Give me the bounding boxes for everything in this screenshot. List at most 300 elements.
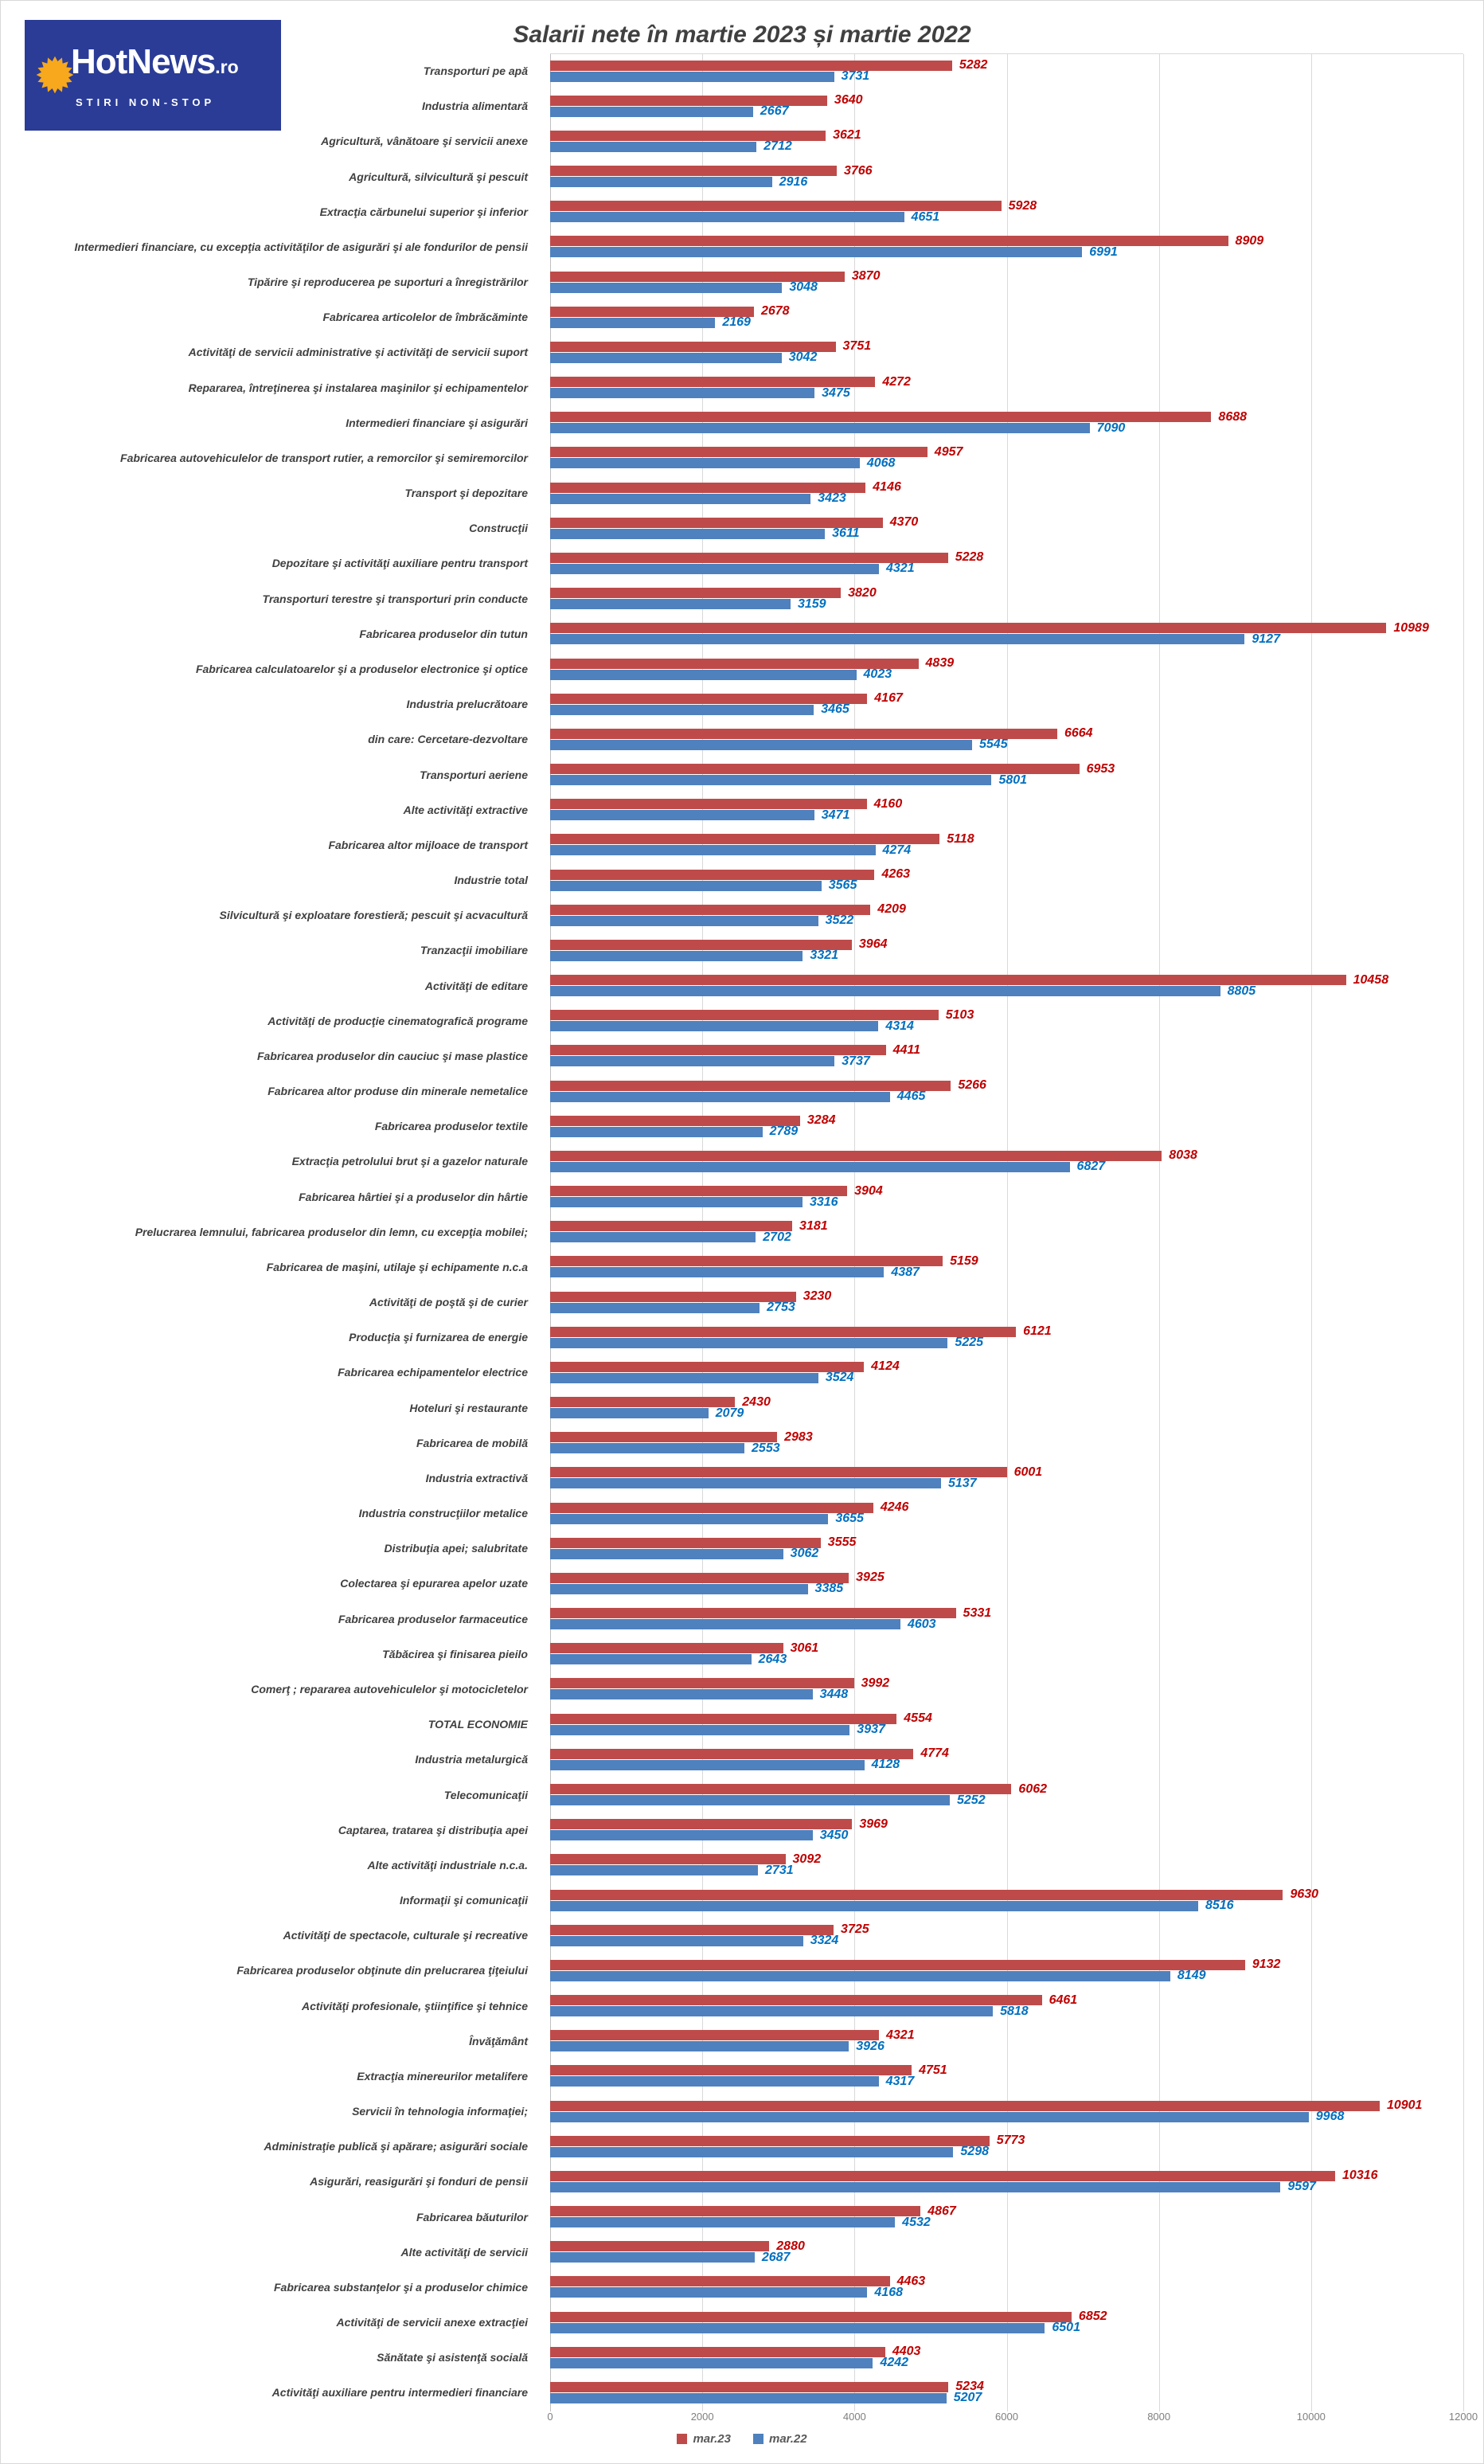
bar-mar23[interactable] — [550, 1749, 913, 1759]
value-mar22: 3048 — [789, 280, 818, 295]
category-label: Extracţia petrolului brut şi a gazelor naturale — [291, 1155, 528, 1168]
value-mar23: 3230 — [803, 1289, 832, 1304]
category-label: Industria extractivă — [425, 1471, 528, 1484]
bar-mar22[interactable] — [550, 72, 834, 82]
bar-mar22[interactable] — [550, 142, 756, 152]
bar-mar23[interactable] — [550, 1608, 956, 1618]
value-mar22: 5545 — [979, 737, 1008, 752]
value-mar23: 5118 — [947, 831, 974, 846]
bar-mar22[interactable] — [550, 212, 904, 222]
value-mar22: 3448 — [819, 1687, 849, 1701]
category-label: Fabricarea de maşini, utilaje şi echipamente n.c.a — [266, 1260, 528, 1273]
chart-row — [1, 1637, 1483, 1672]
value-mar22: 5818 — [1000, 2004, 1029, 2018]
value-mar22: 4314 — [885, 1019, 914, 1033]
category-bars — [550, 1643, 1463, 1665]
value-mar22: 2079 — [715, 1406, 744, 1420]
value-mar23: 10458 — [1353, 972, 1389, 987]
category-bars — [550, 2135, 1463, 2157]
value-mar23: 4774 — [920, 1746, 949, 1761]
value-mar23: 6664 — [1064, 726, 1093, 741]
chart-row — [1, 475, 1483, 510]
bar-mar23[interactable] — [550, 799, 867, 809]
bar-mar22[interactable] — [550, 1549, 783, 1559]
category-label: Intermedieri financiare şi asigurări — [346, 416, 528, 429]
bar-mar22[interactable] — [550, 2006, 993, 2016]
value-mar23: 4867 — [928, 2204, 956, 2218]
category-bars — [550, 2065, 1463, 2087]
bar-mar22[interactable] — [550, 1303, 760, 1313]
bar-mar23[interactable] — [550, 2382, 948, 2392]
bar-mar22[interactable] — [550, 1267, 884, 1277]
bar-mar22[interactable] — [550, 458, 860, 468]
value-mar23: 3092 — [792, 1852, 822, 1866]
bar-mar22[interactable] — [550, 2358, 873, 2368]
legend-label-mar23: mar.23 — [693, 2432, 731, 2446]
bar-mar22[interactable] — [550, 247, 1082, 257]
bar-mar22[interactable] — [550, 1725, 849, 1735]
chart-row — [1, 1496, 1483, 1531]
value-mar22: 4603 — [907, 1617, 936, 1631]
bar-mar23[interactable] — [550, 2312, 1072, 2322]
value-mar23: 2430 — [742, 1394, 771, 1409]
value-mar23: 4146 — [873, 480, 901, 495]
value-mar22: 4023 — [863, 667, 892, 681]
value-mar22: 3316 — [809, 1195, 838, 1209]
bar-mar22[interactable] — [550, 2112, 1309, 2122]
category-label: Fabricarea băuturilor — [416, 2210, 528, 2223]
category-bars — [550, 163, 1463, 189]
bar-mar23[interactable] — [550, 940, 852, 950]
logo-tld: .ro — [215, 57, 239, 77]
chart-row — [1, 510, 1483, 546]
bar-mar22[interactable] — [550, 494, 810, 504]
bar-mar22[interactable] — [550, 423, 1090, 433]
bar-mar22[interactable] — [550, 775, 991, 785]
value-mar22: 3731 — [841, 69, 870, 84]
value-mar22: 3611 — [832, 526, 860, 541]
bar-mar22[interactable] — [550, 1232, 756, 1242]
category-label: Fabricarea produselor din tutun — [359, 627, 528, 640]
value-mar22: 2169 — [722, 315, 751, 330]
bar-mar22[interactable] — [550, 1056, 834, 1066]
category-bars — [550, 1572, 1463, 1594]
bar-mar23[interactable] — [550, 1467, 1007, 1477]
bar-mar22[interactable] — [550, 1760, 865, 1770]
value-mar22: 4242 — [880, 2356, 909, 2370]
bar-mar22[interactable] — [550, 107, 753, 117]
chart-row — [1, 1003, 1483, 1038]
value-mar23: 4321 — [886, 2028, 915, 2042]
value-mar23: 6461 — [1049, 1993, 1078, 2007]
bar-mar22[interactable] — [550, 1936, 803, 1946]
bar-mar23[interactable] — [550, 2101, 1380, 2111]
value-mar22: 5252 — [957, 1793, 986, 1807]
value-mar23: 8688 — [1218, 409, 1248, 424]
value-mar23: 4839 — [925, 656, 955, 670]
value-mar23: 4751 — [919, 2063, 947, 2077]
chart-row — [1, 1109, 1483, 1144]
chart-row — [1, 2375, 1483, 2410]
bar-mar23[interactable] — [550, 1186, 847, 1196]
bar-mar22[interactable] — [550, 1619, 900, 1629]
chart-row — [1, 334, 1483, 370]
value-mar23: 5928 — [1008, 198, 1037, 213]
value-mar23: 4209 — [877, 902, 906, 917]
chart-row — [1, 405, 1483, 440]
category-label: Fabricarea de mobilă — [416, 1436, 528, 1449]
chart-row — [1, 1074, 1483, 1109]
chart-title: Salarii nete în martie 2023 și martie 2022 — [513, 22, 971, 48]
category-label: Activităţi de servicii administrative şi activităţi de servicii suport — [188, 346, 528, 359]
bar-mar23[interactable] — [550, 1256, 943, 1266]
bar-mar23[interactable] — [550, 1714, 896, 1724]
value-mar23: 3870 — [851, 269, 881, 284]
value-mar22: 4465 — [896, 1089, 926, 1104]
bar-mar23[interactable] — [550, 1081, 951, 1091]
bar-mar22[interactable] — [550, 1373, 818, 1383]
category-bars — [550, 95, 1463, 117]
value-mar22: 8516 — [1205, 1899, 1234, 1913]
category-label: Învăţământ — [469, 2034, 528, 2047]
chart-row — [1, 1320, 1483, 1355]
bar-mar23[interactable] — [550, 2241, 769, 2251]
category-label: Construcţii — [469, 522, 528, 535]
bar-mar23[interactable] — [550, 2206, 920, 2216]
x-tick-label: 6000 — [995, 2411, 1018, 2423]
value-mar23: 4957 — [934, 444, 963, 459]
bar-mar22[interactable] — [550, 1443, 744, 1453]
value-mar23: 5234 — [955, 2380, 984, 2394]
chart-row — [1, 1355, 1483, 1390]
bar-mar23[interactable] — [550, 61, 952, 71]
value-mar22: 3321 — [810, 948, 839, 963]
chart-row — [1, 2059, 1483, 2094]
value-mar22: 5801 — [998, 772, 1028, 787]
bar-mar23[interactable] — [550, 1116, 800, 1126]
value-mar22: 3159 — [797, 596, 826, 611]
x-tick-label: 8000 — [1147, 2411, 1171, 2423]
bar-mar22[interactable] — [550, 2182, 1280, 2192]
value-mar23: 4167 — [874, 691, 903, 706]
category-label: Industria construcţiilor metalice — [358, 1507, 528, 1520]
bar-mar22[interactable] — [550, 1830, 813, 1840]
bar-mar23[interactable] — [550, 2276, 890, 2286]
category-label: Distribuţia apei; salubritate — [384, 1542, 528, 1555]
bar-mar22[interactable] — [550, 1478, 941, 1488]
bar-mar22[interactable] — [550, 1689, 813, 1699]
value-mar22: 2916 — [779, 174, 808, 189]
bar-mar23[interactable] — [550, 834, 939, 844]
chart-row — [1, 2164, 1483, 2199]
category-label: Industria alimentară — [421, 100, 528, 113]
chart-row — [1, 299, 1483, 334]
bar-mar23[interactable] — [550, 2171, 1335, 2181]
value-mar23: 3621 — [833, 128, 861, 143]
bar-mar22[interactable] — [550, 318, 715, 328]
bar-mar22[interactable] — [550, 529, 825, 539]
value-mar23: 4272 — [882, 374, 911, 389]
category-bars — [550, 761, 1463, 787]
category-label: Alte activităţi de servicii — [400, 2245, 528, 2259]
category-label: Activităţi de editare — [424, 979, 528, 992]
value-mar22: 7090 — [1096, 420, 1126, 435]
category-bars — [550, 904, 1463, 926]
category-label: Fabricarea produselor obţinute din prelucrarea ţiţeiului — [236, 1964, 528, 1977]
value-mar23: 3284 — [806, 1113, 836, 1128]
bar-mar22[interactable] — [550, 1971, 1170, 1981]
bar-mar22[interactable] — [550, 599, 791, 609]
value-mar22: 3737 — [842, 1054, 870, 1068]
category-bars — [550, 60, 1463, 82]
bar-mar23[interactable] — [550, 2347, 885, 2357]
chart-row — [1, 1179, 1483, 1214]
category-bars — [550, 2206, 1463, 2228]
bar-mar23[interactable] — [550, 1151, 1162, 1161]
bar-mar22[interactable] — [550, 353, 782, 363]
bar-mar23[interactable] — [550, 975, 1346, 985]
bar-mar23[interactable] — [550, 1573, 849, 1583]
chart-rows — [1, 53, 1483, 2411]
category-bars — [550, 517, 1463, 539]
bar-mar23[interactable] — [550, 2065, 912, 2075]
bar-mar22[interactable] — [550, 740, 972, 750]
category-bars — [550, 198, 1463, 224]
bar-mar22[interactable] — [550, 1197, 803, 1207]
bar-mar23[interactable] — [550, 236, 1228, 246]
chart-row — [1, 2129, 1483, 2164]
chart-row — [1, 1777, 1483, 1812]
chart-row — [1, 1390, 1483, 1426]
legend-item-mar23[interactable] — [677, 2432, 731, 2446]
bar-mar23[interactable] — [550, 1890, 1283, 1900]
category-bars — [550, 1361, 1463, 1383]
value-mar23: 5103 — [945, 1007, 974, 1022]
bar-mar22[interactable] — [550, 1338, 947, 1348]
bar-mar22[interactable] — [550, 2393, 947, 2403]
bar-mar22[interactable] — [550, 2076, 879, 2087]
bar-mar23[interactable] — [550, 1784, 1011, 1794]
bar-mar22[interactable] — [550, 2217, 895, 2227]
value-mar22: 2731 — [765, 1863, 794, 1877]
category-label: Intermedieri financiare, cu excepţia activităţilor de asigurări şi ale fondurilor de pensii — [74, 240, 528, 253]
value-mar23: 5773 — [996, 2134, 1025, 2148]
value-mar23: 5228 — [955, 550, 984, 565]
value-mar23: 5331 — [963, 1606, 992, 1620]
bar-mar22[interactable] — [550, 1654, 752, 1664]
value-mar23: 3061 — [790, 1641, 819, 1655]
bar-mar22[interactable] — [550, 986, 1220, 996]
chart-row — [1, 616, 1483, 651]
bar-mar22[interactable] — [550, 2147, 953, 2157]
value-mar23: 3969 — [859, 1817, 888, 1831]
category-bars — [550, 2311, 1463, 2333]
category-label: Activităţi profesionale, ştiinţifice şi tehnice — [302, 1999, 528, 2012]
bar-mar23[interactable] — [550, 1503, 873, 1513]
category-bars — [550, 1889, 1463, 1911]
value-mar22: 3475 — [822, 385, 850, 400]
value-mar22: 4068 — [866, 456, 896, 470]
value-mar23: 9132 — [1252, 1958, 1281, 1972]
bar-mar22[interactable] — [550, 564, 879, 574]
value-mar23: 2678 — [760, 304, 790, 319]
value-mar22: 5207 — [953, 2391, 982, 2405]
chart-row — [1, 1461, 1483, 1496]
category-bars — [550, 2346, 1463, 2368]
bar-mar22[interactable] — [550, 1021, 878, 1031]
chart-row — [1, 1531, 1483, 1566]
value-mar23: 4403 — [892, 2345, 921, 2359]
bar-mar23[interactable] — [550, 1643, 783, 1653]
category-label: Fabricarea articolelor de îmbrăcăminte — [322, 311, 528, 324]
category-bars — [550, 306, 1463, 328]
bar-mar22[interactable] — [550, 810, 814, 820]
category-label: TOTAL ECONOMIE — [428, 1718, 528, 1731]
category-bars — [550, 1115, 1463, 1137]
category-label: Fabricarea produselor din cauciuc şi mase plastice — [256, 1049, 528, 1062]
category-label: Telecomunicaţii — [443, 1788, 528, 1801]
value-mar23: 8909 — [1235, 233, 1264, 248]
value-mar23: 4411 — [892, 1042, 921, 1057]
value-mar23: 6852 — [1078, 2310, 1107, 2324]
bar-mar22[interactable] — [550, 1514, 828, 1524]
bar-mar22[interactable] — [550, 1584, 808, 1594]
category-label: Fabricarea altor produse din minerale nemetalice — [268, 1085, 528, 1098]
bar-mar22[interactable] — [550, 1127, 763, 1137]
bar-mar23[interactable] — [550, 1292, 796, 1302]
category-bars — [550, 2100, 1463, 2122]
x-tick-label: 10000 — [1296, 2411, 1326, 2423]
bar-mar22[interactable] — [550, 1092, 890, 1102]
bar-mar23[interactable] — [550, 1432, 777, 1442]
bar-mar22[interactable] — [550, 881, 822, 891]
value-mar22: 3524 — [825, 1371, 854, 1385]
category-bars — [550, 1042, 1463, 1068]
bar-mar22[interactable] — [550, 177, 772, 187]
value-mar23: 4463 — [896, 2274, 926, 2288]
bar-mar23[interactable] — [550, 1327, 1016, 1337]
value-mar22: 3465 — [821, 702, 849, 717]
category-bars — [550, 1959, 1463, 1981]
bar-mar23[interactable] — [550, 1925, 834, 1935]
bar-mar22[interactable] — [550, 1408, 709, 1418]
value-mar22: 3926 — [856, 2039, 885, 2053]
value-mar23: 4370 — [889, 515, 919, 530]
category-bars — [550, 1326, 1463, 1348]
bar-mar23[interactable] — [550, 1678, 854, 1688]
bar-mar23[interactable] — [550, 905, 870, 915]
bar-mar22[interactable] — [550, 1865, 758, 1875]
category-bars — [550, 2381, 1463, 2403]
value-mar22: 3937 — [857, 1723, 885, 1737]
category-label: Fabricarea altor mijloace de transport — [328, 838, 528, 851]
x-tick-label: 0 — [547, 2411, 553, 2423]
category-label: din care: Cercetare-dezvoltare — [368, 733, 528, 746]
bar-mar23[interactable] — [550, 1397, 735, 1407]
chart-row — [1, 1848, 1483, 1883]
bar-mar23[interactable] — [550, 1010, 939, 1020]
category-label: Transporturi terestre şi transporturi prin conducte — [262, 592, 528, 605]
value-mar22: 9127 — [1252, 632, 1280, 646]
bar-mar22[interactable] — [550, 2041, 849, 2051]
chart-row — [1, 898, 1483, 933]
category-label: Administraţie publică şi apărare; asigurări sociale — [264, 2140, 528, 2153]
bar-mar22[interactable] — [550, 705, 814, 715]
bar-mar22[interactable] — [550, 283, 782, 293]
legend — [1, 2432, 1483, 2446]
chart-row — [1, 546, 1483, 581]
bar-mar23[interactable] — [550, 1538, 821, 1548]
value-mar22: 3522 — [825, 913, 854, 928]
bar-mar22[interactable] — [550, 2323, 1045, 2333]
chart-row — [1, 229, 1483, 264]
bar-mar22[interactable] — [550, 388, 814, 398]
category-bars — [550, 374, 1463, 400]
category-bars — [550, 1007, 1463, 1033]
bar-mar22[interactable] — [550, 1162, 1070, 1172]
value-mar23: 10989 — [1393, 620, 1429, 635]
category-bars — [550, 1394, 1463, 1420]
category-bars — [550, 552, 1463, 574]
value-mar22: 2789 — [769, 1124, 799, 1139]
bar-mar23[interactable] — [550, 1221, 792, 1231]
legend-item-mar22[interactable] — [753, 2432, 807, 2446]
chart-row — [1, 1144, 1483, 1179]
bar-mar22[interactable] — [550, 916, 818, 926]
bar-mar22[interactable] — [550, 845, 876, 855]
category-label: Alte activităţi extractive — [403, 803, 528, 816]
value-mar23: 3925 — [856, 1570, 885, 1585]
category-label: Transporturi aeriene — [420, 768, 528, 781]
x-tick-label: 2000 — [690, 2411, 714, 2423]
category-label: Tipărire şi reproducerea pe suporturi a înregistrărilor — [247, 276, 528, 289]
bar-mar23[interactable] — [550, 1045, 886, 1055]
bar-mar23[interactable] — [550, 2136, 990, 2146]
category-label: Prelucrarea lemnului, fabricarea produselor din lemn, cu excepţia mobilei; — [135, 1225, 528, 1238]
category-label: Transport şi depozitare — [404, 487, 528, 500]
bar-mar23[interactable] — [550, 2030, 879, 2040]
value-mar22: 5225 — [955, 1336, 984, 1350]
bar-mar23[interactable] — [550, 1362, 864, 1372]
chart-row — [1, 2199, 1483, 2234]
bar-mar22[interactable] — [550, 1795, 950, 1805]
bar-mar23[interactable] — [550, 1995, 1042, 2005]
category-label: Activităţi de producţie cinematografică programe — [268, 1014, 528, 1027]
bar-mar22[interactable] — [550, 951, 803, 961]
bar-mar22[interactable] — [550, 634, 1244, 644]
chart-row — [1, 792, 1483, 827]
bar-mar23[interactable] — [550, 1854, 786, 1864]
chart-row — [1, 933, 1483, 968]
category-label: Comerţ ; repararea autovehiculelor şi motocicletelor — [251, 1682, 528, 1695]
bar-mar22[interactable] — [550, 1901, 1198, 1911]
bar-mar23[interactable] — [550, 694, 867, 704]
bar-mar22[interactable] — [550, 670, 857, 680]
category-label: Fabricarea echipamentelor electrice — [338, 1366, 528, 1379]
bar-mar23[interactable] — [550, 1819, 852, 1829]
bar-mar23[interactable] — [550, 870, 874, 880]
chart-row — [1, 1566, 1483, 1601]
bar-mar22[interactable] — [550, 2287, 867, 2298]
chart-row — [1, 827, 1483, 862]
chart-row — [1, 159, 1483, 194]
category-bars — [550, 1678, 1463, 1700]
value-mar22: 6991 — [1089, 244, 1118, 259]
bar-mar23[interactable] — [550, 1960, 1245, 1970]
chart-row — [1, 1883, 1483, 1918]
bar-mar22[interactable] — [550, 2252, 755, 2263]
category-label: Industria prelucrătoare — [406, 698, 528, 711]
